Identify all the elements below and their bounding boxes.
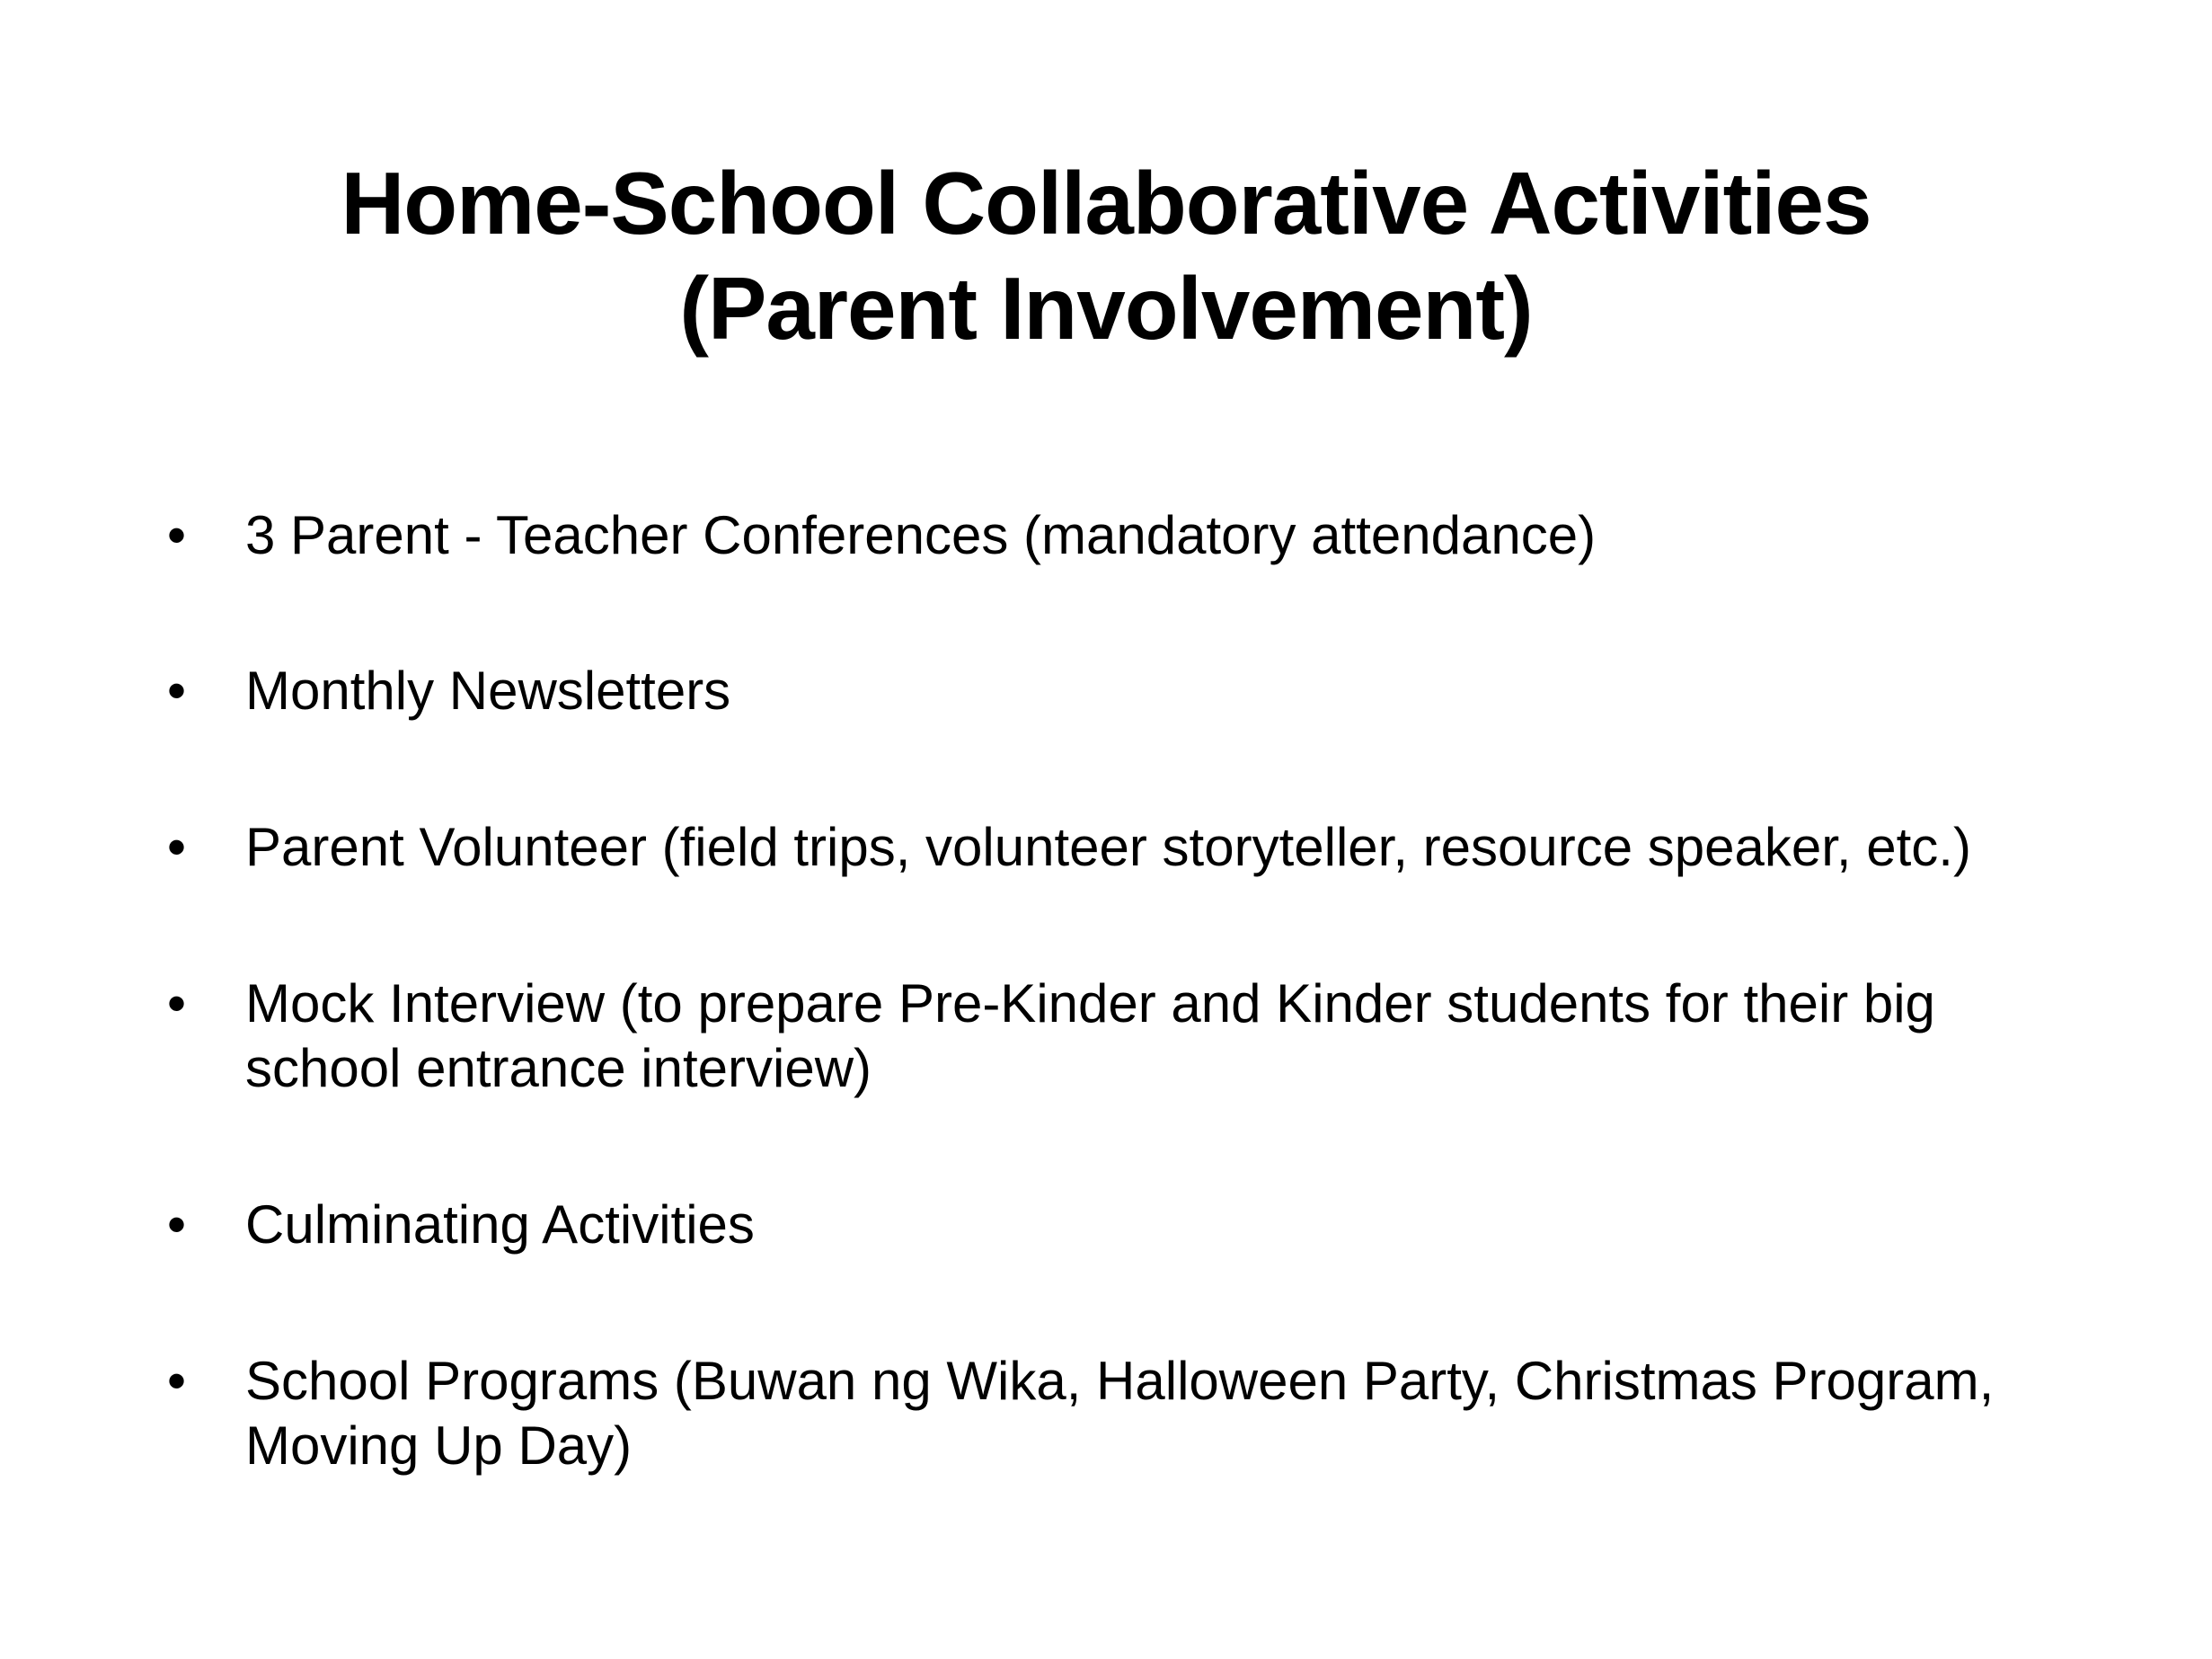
slide-title-line-1: Home-School Collaborative Activities: [341, 154, 1871, 253]
list-item-text: [245, 503, 2042, 568]
list-item-line: Culminating Activities: [245, 1194, 755, 1255]
slide-title: [0, 151, 2212, 361]
bullet-icon: •: [167, 817, 187, 877]
list-item-line: Mock Interview (to prepare Pre-Kinder and Kinder students for their big: [245, 973, 1935, 1034]
list-item-text: [245, 1349, 2042, 1478]
bullet-icon: •: [167, 661, 187, 721]
bullet-icon: •: [167, 973, 187, 1034]
bullet-icon: •: [167, 505, 187, 565]
list-item-text: [245, 971, 2042, 1101]
bullet-icon: •: [167, 1194, 187, 1255]
list-item-text: [245, 815, 2042, 880]
list-item-text: [245, 659, 2042, 723]
list-item-line: Monthly Newsletters: [245, 661, 731, 721]
list-item-line: school entrance interview): [245, 1038, 872, 1098]
list-item-line: Moving Up Day): [245, 1415, 633, 1476]
bullet-icon: •: [167, 1351, 187, 1411]
slide-title-line-2: (Parent Involvement): [679, 259, 1533, 358]
list-item-text: [245, 1193, 2042, 1257]
list-item-line: 3 Parent - Teacher Conferences (mandatory attendance): [245, 505, 1597, 565]
list-item-line: School Programs (Buwan ng Wika, Halloween Party, Christmas Program,: [245, 1351, 1995, 1411]
list-item-line: Parent Volunteer (field trips, volunteer storyteller, resource speaker, etc.): [245, 817, 1971, 877]
